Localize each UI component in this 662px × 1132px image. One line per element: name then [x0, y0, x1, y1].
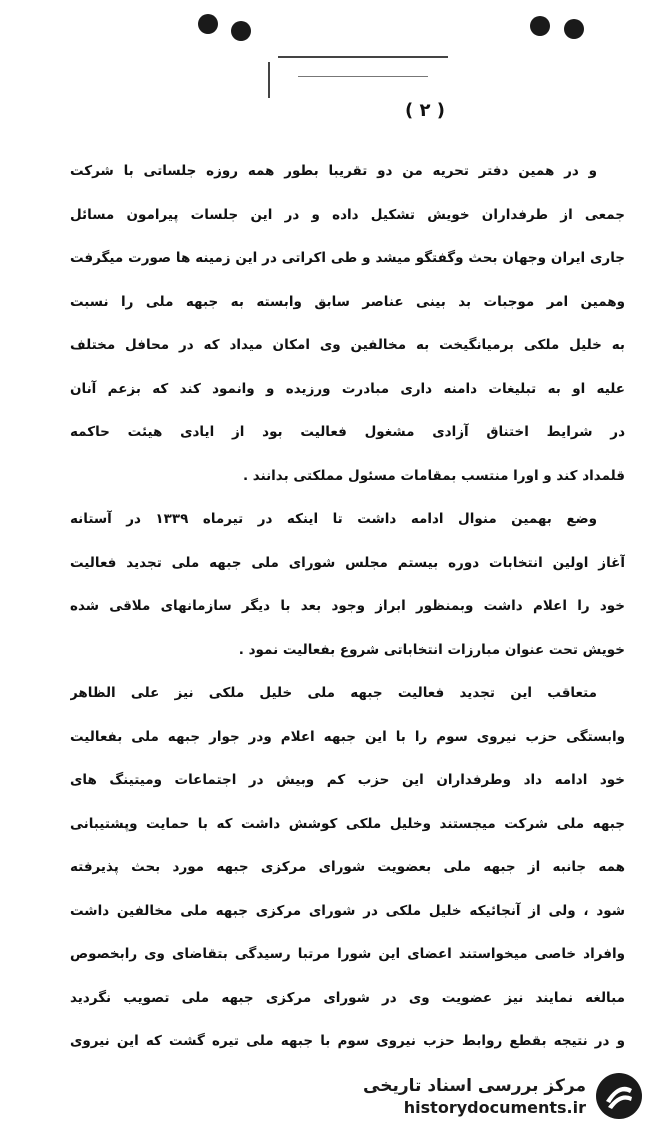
- text-line: علیه او به تبلیغات دامنه داری مبادرت ورزیده و وانمود کند که بزعم آنان: [70, 380, 625, 397]
- text-line: قلمداد کند و اورا منتسب بمقامات مسئول مملکتی بدانند .: [242, 467, 625, 484]
- archive-logo-icon: [594, 1071, 644, 1121]
- text-line: خود را اعلام داشت وبمنظور ابراز وجود بعد با دیگر سازمانهای ملاقی شده: [70, 598, 625, 614]
- text-line: آغاز اولین انتخابات دوره بیستم مجلس شورای ملی جبهه ملی تجدید فعالیت: [70, 554, 625, 571]
- text-line: و در همین دفتر تحریه من دو تقریبا بطور همه روزه جلساتی با شرکت: [70, 163, 597, 179]
- text-line: وضع بهمین منوال ادامه داشت تا اینکه در تیرماه ۱۳۳۹ در آستانه: [70, 511, 597, 527]
- text-line: خود ادامه داد وطرفداران این حزب کم وبیش در اجتماعات ومیتینگ های: [70, 772, 625, 788]
- document-body: [70, 150, 625, 1064]
- text-line: وافراد خاصی میخواستند اعضای این شورا مرتبا رسیدگی بتقاضای وی رابخصوص: [70, 946, 625, 962]
- text-line: وابستگی حزب نیروی سوم را با این جبهه اعلام ودر جوار جبهه ملی بفعالیت: [70, 728, 625, 745]
- text-line: به خلیل ملکی برمیانگیخت به مخالفین وی امکان میداد که در محافل مختلف: [70, 337, 625, 353]
- text-line: متعاقب این تجدید فعالیت جبهه ملی خلیل ملکی نیز علی الظاهر: [70, 685, 597, 701]
- watermark-footer: [363, 1066, 644, 1126]
- text-line: در شرایط اختناق آزادی مشغول فعالیت بود از ایادی هیئت حاکمه: [70, 424, 625, 440]
- text-line: جبهه ملی شرکت میجستند وخلیل ملکی کوشش داشت که با حمایت وپشتیبانی: [70, 815, 625, 832]
- watermark-url: historydocuments.ir: [403, 1097, 586, 1117]
- page-number: ( ۲ ): [405, 100, 445, 121]
- watermark-text: [363, 1076, 586, 1117]
- watermark-title: مرکز بررسی اسناد تاریخی: [363, 1075, 586, 1096]
- text-line: جمعی از طرفداران خویش تشکیل داده و در این جلسات پیرامون مسائل: [70, 206, 625, 223]
- header-stamp-marks: [268, 50, 458, 98]
- text-line: و در نتیجه بقطع روابط حزب نیروی سوم با جبهه ملی تیره گشت که این نیروی: [70, 1033, 625, 1049]
- punch-hole-right-1: [530, 16, 550, 36]
- punch-hole-left-1: [198, 14, 218, 34]
- text-line: همه جانبه از جبهه ملی بعضویت شورای مرکزی جبهه مورد بحث پذیرفته: [70, 859, 625, 875]
- text-line: وهمین امر موجبات بد بینی عناصر سابق وابسته به جبهه ملی را نسبت: [70, 293, 625, 310]
- text-line: شود ، ولی از آنجائیکه خلیل ملکی در شورای مرکزی جبهه ملی مخالفین داشت: [70, 902, 625, 919]
- punch-hole-right-2: [564, 19, 584, 39]
- text-line: مبالغه نمایند نیز عضویت وی در شورای مرکزی جبهه ملی تصویب نگردید: [70, 989, 625, 1006]
- text-line: خویش تحت عنوان مبارزات انتخاباتی شروع بفعالیت نمود .: [238, 641, 625, 658]
- punch-hole-left-2: [231, 21, 251, 41]
- text-line: جاری ایران وجهان بحث وگفتگو میشد و طی اکراتی در این زمینه ها صورت میگرفت: [70, 250, 625, 266]
